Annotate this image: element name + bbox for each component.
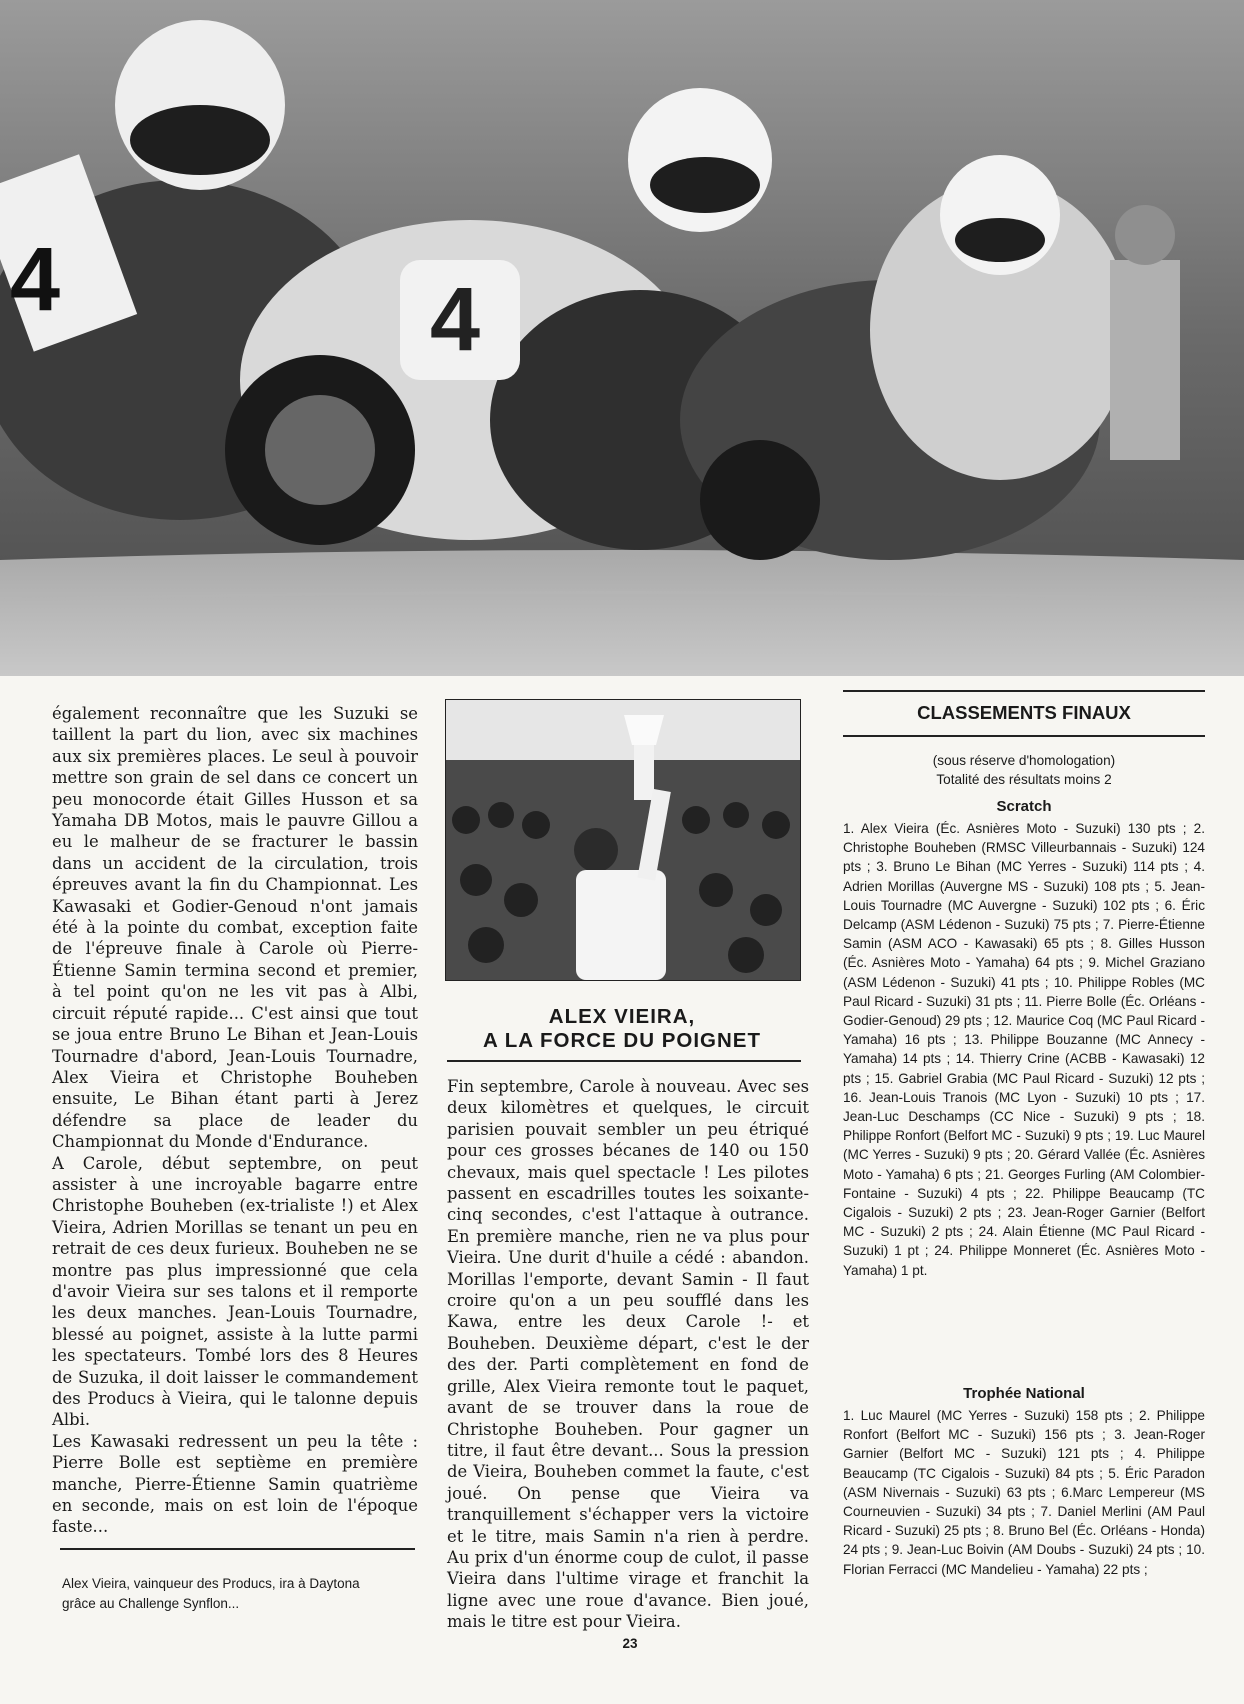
results-title: CLASSEMENTS FINAUX bbox=[917, 702, 1131, 723]
headline-line-1: ALEX VIEIRA, bbox=[548, 1005, 696, 1028]
photo-caption: Alex Vieira, vainqueur des Producs, ira à Daytona grâce au Challenge Synflon... bbox=[62, 1576, 360, 1611]
divider bbox=[843, 735, 1205, 737]
divider bbox=[60, 1548, 415, 1550]
article-headline bbox=[445, 1005, 799, 1053]
paragraph: également reconnaître que les Suzuki se taillent la part du lion, avec six machines aux six premières places. Le seul à pouvoir mettre son grain de sel dans ce concert un peu monocorde était Gilles Husson et sa Yamaha DB Motos, mais le pauvre Gillou a eu le malheur de se fracturer le bassin dans un accident de la circulation, trois épreuves avant la fin du Championnat. Les Kawasaki et Godier-Genoud n'ont jamais été à la pointe du combat, exception faite de l'épreuve finale à Carole où Pierre-Étienne Samin termina second et premier, à tel point qu'on ne les vit pas à Albi, circuit réputé rapide... C'est ainsi que tout se joua entre Bruno Le Bihan et Jean-Louis Tournadre d'abord, Jean-Louis Tournadre, Alex Vieira et Christophe Bouheben ensuite, Le Bihan étant parti à Jerez défendre sa place de leader du Championnat du Monde d'Endurance. bbox=[52, 704, 418, 1152]
hero-photo bbox=[0, 0, 1244, 676]
trophee-heading: Trophée National bbox=[963, 1385, 1085, 1402]
divider bbox=[447, 1060, 801, 1062]
article-column-2 bbox=[447, 1076, 809, 1633]
subtitle-line: (sous réserve d'homologation) bbox=[932, 753, 1116, 768]
svg-text:4: 4 bbox=[10, 230, 61, 330]
trophy-winner-icon bbox=[446, 700, 800, 980]
results-subtitle bbox=[843, 751, 1205, 789]
paragraph: Les Kawasaki redressent un peu la tête : Pierre Bolle est septième en première manche, Pierre-Étienne Samin quatrième en seconde, mais on est loin de l'époque faste... bbox=[52, 1431, 418, 1537]
divider bbox=[843, 690, 1205, 692]
paragraph: A Carole, début septembre, on peut assister à une incroyable bagarre entre Christophe Bouheben (ex-trialiste !) et Alex Vieira, Adrien Morillas se tenant un peu en retrait de ces deux furieux. Bouheben ne se montre pas plus impressionné que cela d'avoir Vieira sur ses talons et il remporte les deux manches. Jean-Louis Tournadre, blessé au poignet, assiste à la lutte parmi les spectateurs. Tombé lors des 8 Heures de Suzuka, il doit laisser le commandement des Producs à Vieira, qui le talonne depuis Albi. bbox=[52, 1153, 418, 1430]
scratch-results: 1. Alex Vieira (Éc. Asnières Moto - Suzuki) 130 pts ; 2. Christophe Bouheben (RMSC Villeurbannais - Suzuki) 124 pts ; 3. Bruno Le Bihan (MC Yerres - Suzuki) 114 pts ; 4. Adrien Morillas (Auvergne MS - Suzuki) 108 pts ; 5. Jean-Louis Tournadre (MC Auvergne - Suzuki) 102 pts ; 6. Éric Delcamp (ASM Lédenon - Suzuki) 75 pts ; 7. Pierre-Étienne Samin (ASM ACO - Kawasaki) 65 pts ; 8. Gilles Husson (Éc. Asnières Moto - Yamaha) 64 pts ; 9. Michel Graziano (ASM Lédenon - Suzuki) 41 pts ; 10. Philippe Robles (MC Paul Ricard - Suzuki) 31 pts ; 11. Pierre Bolle (Éc. Orléans - Godier-Genoud) 29 pts ; 12. Maurice Coq (MC Paul Ricard - Yamaha) 16 pts ; 13. Philippe Bouzanne (MC Annecy - Yamaha) 14 pts ; 14. Thierry Crine (ACBB - Kawasaki) 12 pts ; 15. Gabriel Grabia (MC Paul Ricard - Suzuki) 12 pts ; 16. Jean-Louis Tranois (MC Lyon - Suzuki) 10 pts ; 17. Jean-Luc Deschamps (CC Nice - Suzuki) 9 pts ; 18. Philippe Ronfort (Belfort MC - Suzuki) 9 pts ; 19. Luc Maurel (MC Yerres - Suzuki) 9 pts ; 20. Gérard Vallée (Éc. Asnières Moto - Yamaha) 6 pts ; 21. Georges Furling (AM Colombier-Fontaine - Suzuki) 4 pts ; 22. Philippe Beaucamp (TC Cigalois - Suzuki) 2 pts ; 23. Jean-Roger Garnier (Belfort MC - Suzuki) 2 pts ; 24. Alain Étienne (MC Paul Ricard - Suzuki) 1 pt ; 24. Philippe Monneret (Éc. Asnières Moto - Yamaha) 1 pt. bbox=[843, 821, 1205, 1278]
page-number: 23 bbox=[622, 1636, 638, 1651]
trophee-results: 1. Luc Maurel (MC Yerres - Suzuki) 158 pts ; 2. Philippe Ronfort (Belfort MC - Suzuki) 156 pts ; 3. Jean-Roger Garnier (Belfort MC - Suzuki) 121 pts ; 4. Philippe Beaucamp (TC Cigalois - Suzuki) 84 pts ; 5. Éric Paradon (ASM Nivernais - Suzuki) 63 pts ; 6.Marc Lempereur (MS Courneuvien - Suzuki) 34 pts ; 7. Daniel Merlini (AM Paul Ricard - Suzuki) 25 pts ; 8. Bruno Bel (Éc. Orléans - Honda) 24 pts ; 9. Jean-Luc Boivin (AM Doubs - Suzuki) 24 pts ; 10. Florian Ferracci (MC Mandelieu - Yamaha) 22 pts ; bbox=[843, 1408, 1205, 1577]
article-column-1 bbox=[52, 703, 418, 1538]
paragraph: Fin septembre, Carole à nouveau. Avec ses deux kilomètres et quelques, le circuit parisien pouvait sembler un peu étriqué pour ces grosses bécanes de 140 ou 150 chevaux, mais quel spectacle ! Les pilotes passent en escadrilles toutes les soixante-cinq secondes, c'est l'attaque à outrance. En première manche, rien ne va plus pour Vieira. Une durit d'huile a cédé : abandon. Morillas l'emporte, devant Samin - Il faut croire qu'on a un peu soufflé dans les Kawa, entre les deux Carole !- et Bouheben. Deuxième départ, c'est le der des der. Parti complètement en fond de grille, Alex Vieira remonte tout le paquet, avant de se trouver dans la roue de Christophe Bouheben. Pour gagner un titre, il faut être devant... Sous la pression de Vieira, Bouheben commet la faute, c'est joué. On pense que Vieira va tranquillement s'échapper vers la victoire et le titre, mais Samin n'a rien à perdre. Au prix d'un énorme coup de culot, il passe Vieira dans l'ultime virage et franchit la ligne avec une roue d'avance. Bien joué, mais le titre est pour Vieira. bbox=[447, 1077, 809, 1632]
headline-line-2: A LA FORCE DU POIGNET bbox=[482, 1029, 761, 1052]
winner-photo bbox=[445, 699, 801, 981]
scratch-heading: Scratch bbox=[996, 798, 1052, 815]
motorcycle-race-icon bbox=[0, 0, 1244, 676]
svg-text:4: 4 bbox=[430, 270, 481, 370]
subtitle-line: Totalité des résultats moins 2 bbox=[936, 772, 1112, 787]
